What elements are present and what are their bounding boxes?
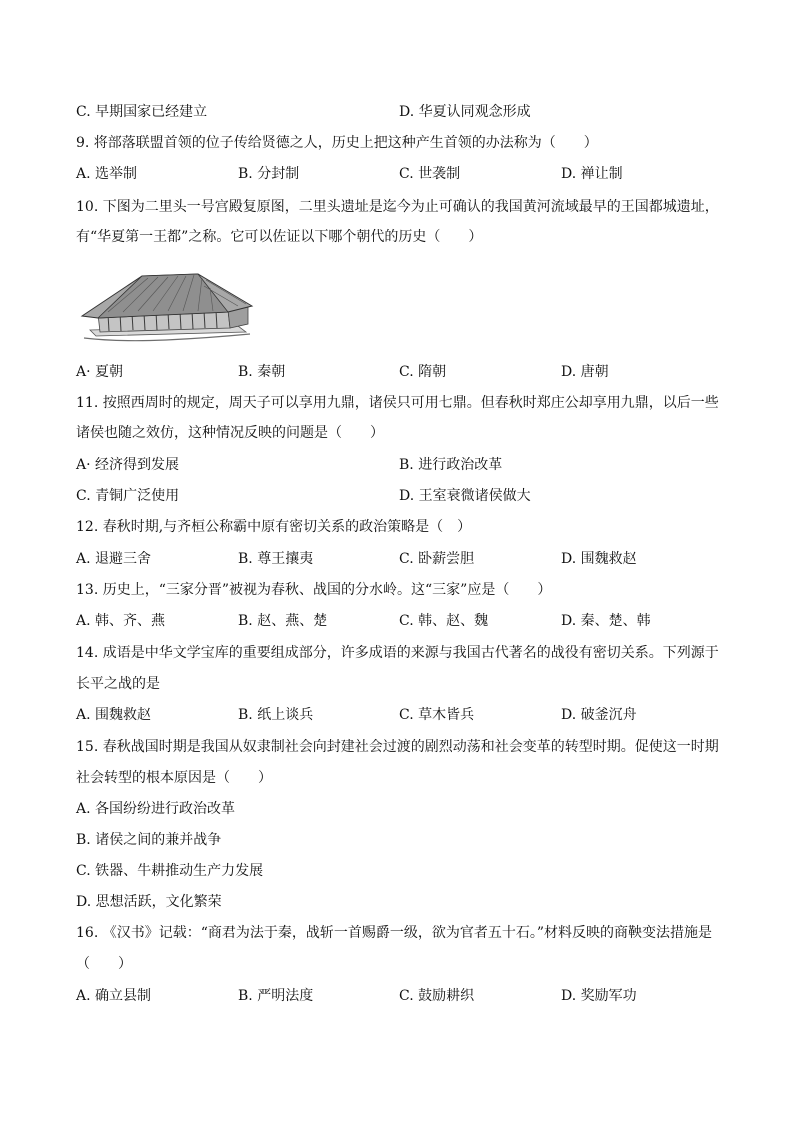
q9-stem: 9. 将部落联盟首领的位子传给贤德之人，历史上把这种产生首领的办法称为（ ） [76,135,598,151]
q12-option-c: C. 卧薪尝胆 [399,551,475,567]
q14-option-b: B. 纸上谈兵 [238,707,314,723]
q8-option-c: C. 早期国家已经建立 [76,104,208,120]
q11-option-a: A· 经济得到发展 [76,457,180,473]
q13-option-c: C. 韩、赵、魏 [399,613,489,629]
q14-option-a: A. 围魏救赵 [76,707,152,723]
q12-option-d: D. 围魏救赵 [561,551,637,567]
q9-option-d: D. 禅让制 [561,166,623,182]
q14-stem-line2: 长平之战的是 [76,676,160,692]
q14-option-d: D. 破釜沉舟 [561,707,637,723]
q16-option-b: B. 严明法度 [238,988,314,1004]
q15-stem-line1: 15. 春秋战国时期是我国从奴隶制社会向封建社会过渡的剧烈动荡和社会变革的转型时期。促使这一时期 [76,739,719,755]
q13-stem: 13. 历史上，“三家分晋”被视为春秋、战国的分水岭。这“三家”应是（ ） [76,582,552,598]
q9-option-a: A. 选举制 [76,166,138,182]
q10-option-b: B. 秦朝 [238,364,286,380]
q16-option-a: A. 确立县制 [76,988,152,1004]
q11-option-b: B. 进行政治改革 [399,457,503,473]
erlitou-palace-illustration [78,266,254,344]
q10-option-d: D. 唐朝 [561,364,609,380]
q11-stem-line2: 诸侯也随之效仿，这种情况反映的问题是（ ） [76,425,384,441]
q12-option-b: B. 尊王攘夷 [238,551,314,567]
q11-option-c: C. 青铜广泛使用 [76,488,180,504]
q9-option-c: C. 世袭制 [399,166,461,182]
q15-option-b: B. 诸侯之间的兼并战争 [76,832,222,848]
q10-option-c: C. 隋朝 [399,364,447,380]
q12-option-a: A. 退避三舍 [76,551,152,567]
q13-option-d: D. 秦、楚、韩 [561,613,651,629]
q14-option-c: C. 草木皆兵 [399,707,475,723]
q14-stem-line1: 14. 成语是中华文学宝库的重要组成部分，许多成语的来源与我国古代著名的战役有密切关系。下列源于 [76,645,719,661]
q15-option-c: C. 铁器、牛耕推动生产力发展 [76,863,264,879]
q10-option-a: A· 夏朝 [76,364,124,380]
q16-option-d: D. 奖励军功 [561,988,637,1004]
q11-stem-line1: 11. 按照西周时的规定，周天子可以享用九鼎，诸侯只可用七鼎。但春秋时郑庄公却享用九鼎，以后一些 [76,395,719,411]
q16-stem-line2: （ ） [76,956,132,972]
q16-stem-line1: 16. 《汉书》记载：“商君为法于秦，战斩一首赐爵一级，欲为官者五十石。”材料反映的商鞅变法措施是 [76,925,713,941]
q8-option-d: D. 华夏认同观念形成 [399,104,531,120]
q12-stem: 12. 春秋时期,与齐桓公称霸中原有密切关系的政治策略是（ ） [76,519,472,535]
q10-stem-line2: 有“华夏第一王都”之称。它可以佐证以下哪个朝代的历史（ ） [76,229,483,245]
q9-option-b: B. 分封制 [238,166,300,182]
q15-option-d: D. 思想活跃，文化繁荣 [76,894,222,910]
q16-option-c: C. 鼓励耕织 [399,988,475,1004]
q11-option-d: D. 王室衰微诸侯做大 [399,488,531,504]
q15-option-a: A. 各国纷纷进行政治改革 [76,801,236,817]
q13-option-a: A. 韩、齐、燕 [76,613,166,629]
q13-option-b: B. 赵、燕、楚 [238,613,328,629]
q15-stem-line2: 社会转型的根本原因是（ ） [76,770,272,786]
q10-stem-line1: 10. 下图为二里头一号宫殿复原图，二里头遗址是迄今为止可确认的我国黄河流域最早的王国都城遗址， [76,199,719,215]
